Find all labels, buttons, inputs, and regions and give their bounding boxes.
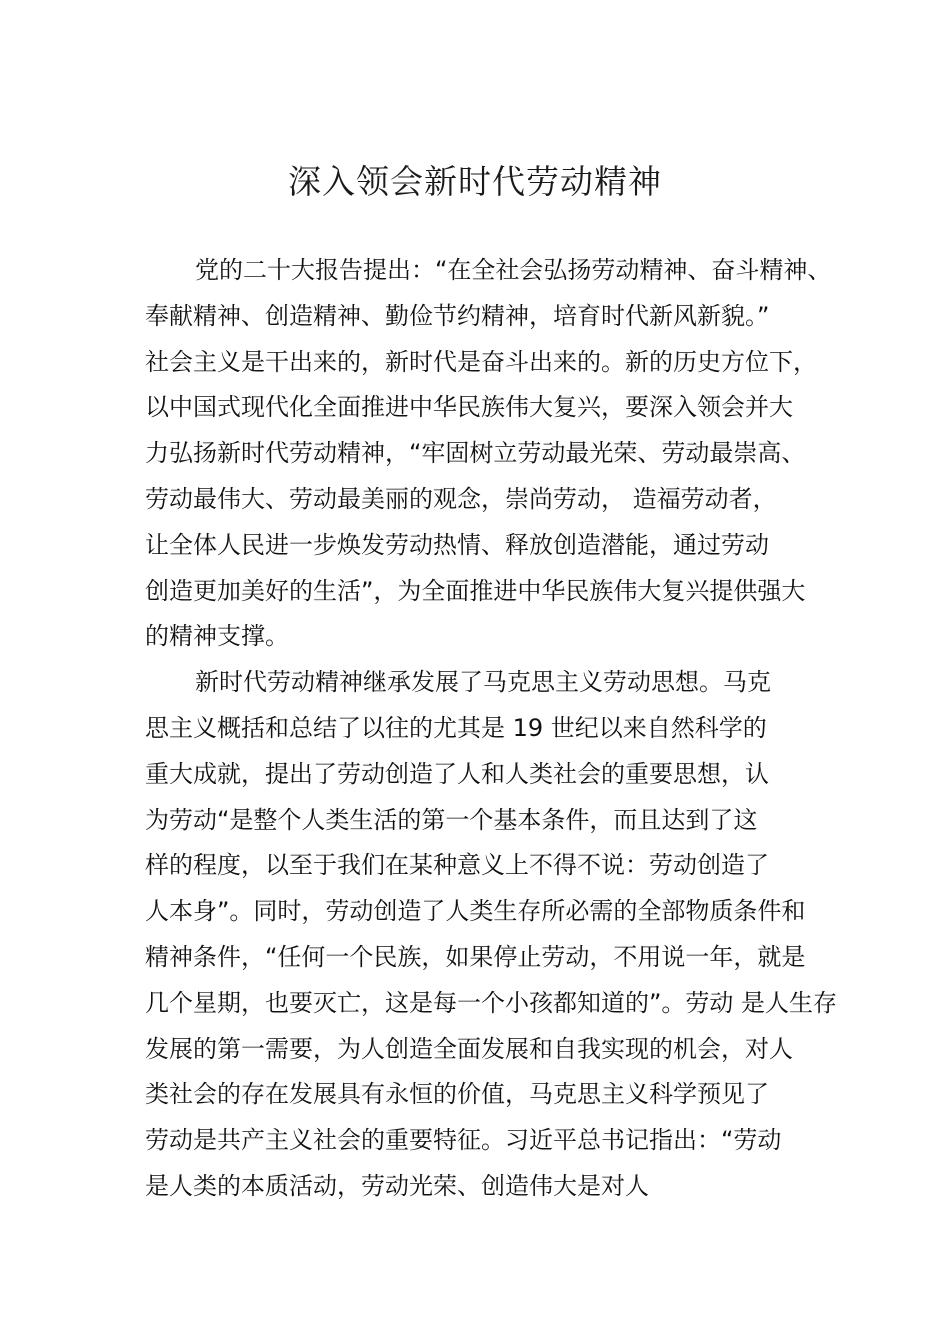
paragraph-line: 社会主义是干出来的，新时代是奋斗出来的。新的历史方位下， [145,347,817,376]
paragraph-line: 是人类的本质活动，劳动光荣、创造伟大是对人 [145,1171,649,1200]
paragraph-2 [145,660,838,1210]
paragraph-line: 劳动是共产主义社会的重要特征。习近平总书记指出：“劳动 [145,1126,782,1155]
paragraph-line: 人本身”。同时，劳动创造了人类生存所必需的全部物质条件和 [145,897,806,926]
paragraph-line: 的精神支撑。 [145,622,289,651]
paragraph-line: 创造更加美好的生活”，为全面推进中华民族伟大复兴提供强大 [145,576,806,605]
paragraph-line: 发展的第一需要，为人创造全面发展和自我实现的机会，对人 [145,1034,793,1063]
paragraph-1 [145,248,832,660]
paragraph-line: 以中国式现代化全面推进中华民族伟大复兴，要深入领会并大 [145,393,793,422]
paragraph-line: 思主义概括和总结了以往的尤其是 19 世纪以来自然科学的 [145,713,767,742]
paragraph-line: 让全体人民进一步焕发劳动热情、释放创造潜能，通过劳动 [145,530,769,559]
paragraph-line: 样的程度，以至于我们在某种意义上不得不说：劳动创造了 [145,851,769,880]
paragraph-line: 奉献精神、创造精神、勤俭节约精神，培育时代新风新貌。” [145,301,770,330]
paragraph-line: 类社会的存在发展具有永恒的价值，马克思主义科学预见了 [145,1080,769,1109]
paragraph-line: 精神条件，“任何一个民族，如果停止劳动，不用说一年，就是 [145,942,806,971]
paragraph-line: 重大成就，提出了劳动创造了人和人类社会的重要思想，认 [145,759,769,788]
paragraph-line: 为劳动“是整个人类生活的第一个基本条件，而且达到了这 [145,805,758,834]
paragraph-line: 党的二十大报告提出：“在全社会弘扬劳动精神、奋斗精神、 [195,256,832,284]
document-body [145,248,838,1210]
paragraph-line: 力弘扬新时代劳动精神，“牢固树立劳动最光荣、劳动最崇高、 [145,439,806,468]
paragraph-line: 劳动最伟大、劳动最美丽的观念，崇尚劳动， 造福劳动者， [145,484,777,513]
paragraph-line: 新时代劳动精神继承发展了马克思主义劳动思想。马克 [195,668,771,697]
document-title: 深入领会新时代劳动精神 [288,162,662,201]
paragraph-line: 几个星期，也要灭亡，这是每一个小孩都知道的”。劳动 是人生存 [145,988,838,1017]
